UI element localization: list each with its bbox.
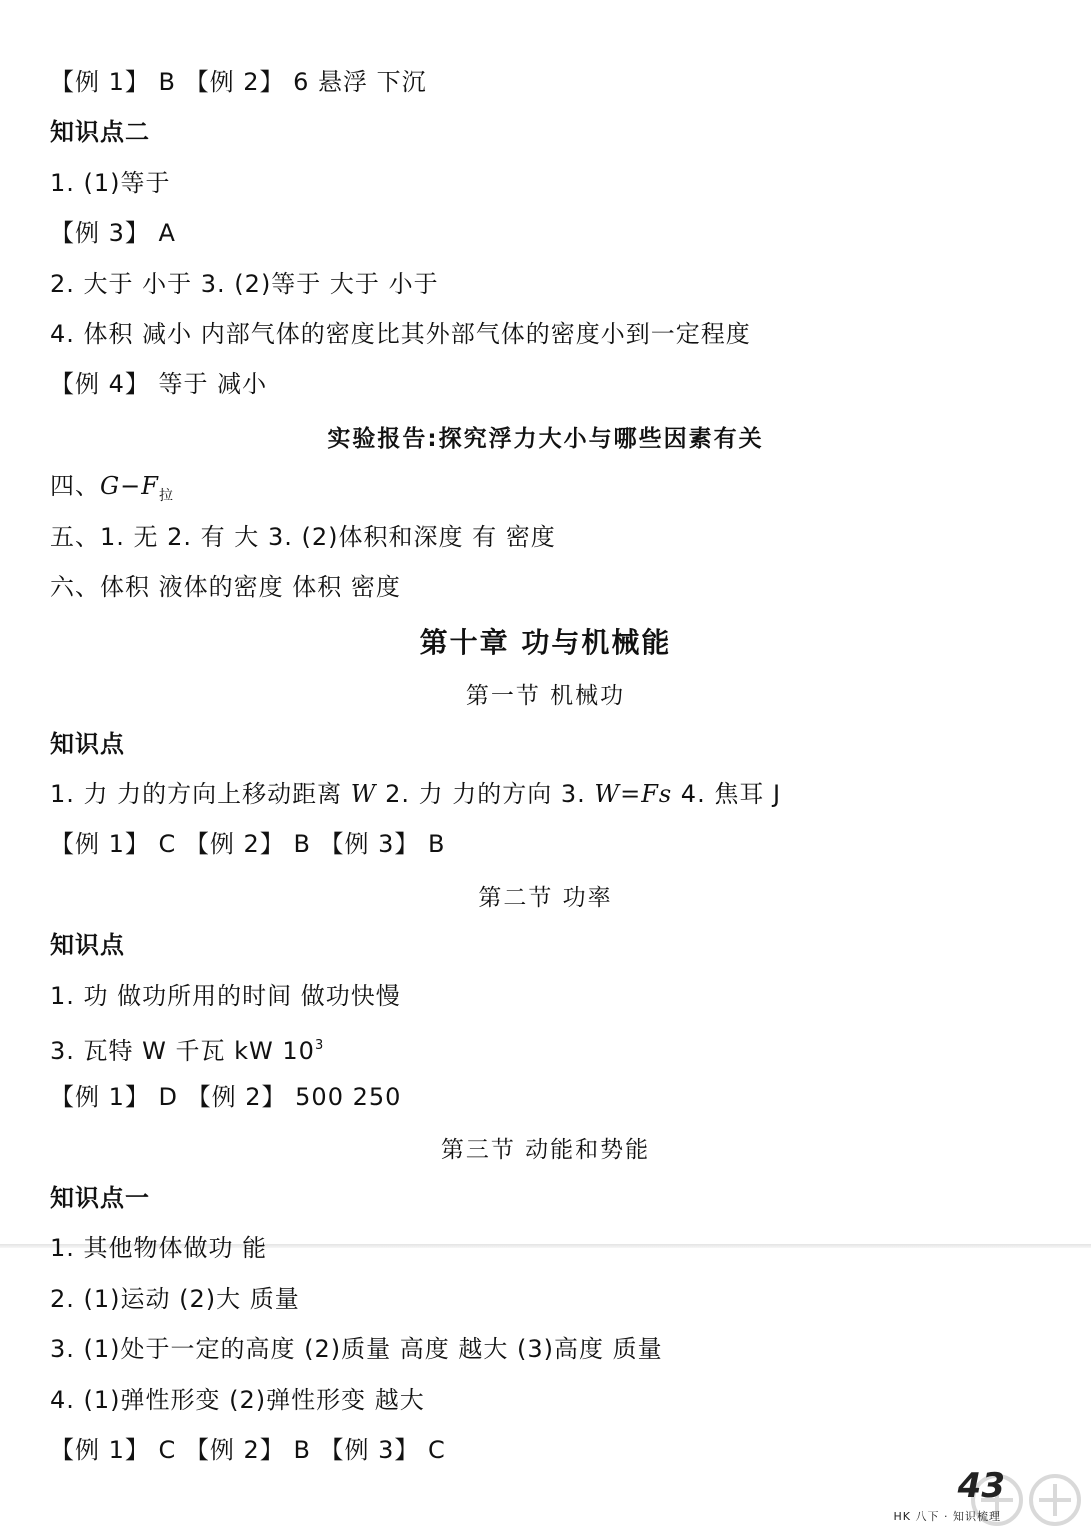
heading-knowledge-point: 知识点: [50, 931, 125, 959]
answer-line: 六、体积 液体的密度 体积 密度: [50, 573, 401, 601]
section-title-1: 第一节 机械功: [465, 683, 626, 709]
page-number: 43: [957, 1466, 1005, 1506]
section-title-2: 第二节 功率: [478, 885, 613, 911]
experiment-report-title: 实验报告:探究浮力大小与哪些因素有关: [327, 426, 764, 452]
heading-knowledge-point: 知识点: [50, 730, 125, 758]
answer-line: 4. (1)弹性形变 (2)弹性形变 越大: [50, 1386, 425, 1414]
answer-line: 1. 其他物体做功 能: [50, 1234, 268, 1262]
example-answer-4: 【例 4】 等于 减小: [50, 370, 268, 398]
minus-sign: −: [120, 472, 142, 500]
answer-line: 五、1. 无 2. 有 大 3. (2)体积和深度 有 密度: [50, 523, 556, 551]
answer-line: 2. (1)运动 (2)大 质量: [50, 1285, 300, 1313]
answer-line: 1. (1)等于: [50, 169, 171, 197]
answer-line: 4. 体积 减小 内部气体的密度比其外部气体的密度小到一定程度: [50, 320, 751, 348]
subscript-la: 拉: [158, 488, 174, 504]
answer-line-units: [50, 1030, 324, 1067]
section-prefix: 四、: [50, 472, 100, 500]
answer-line: 1. 功 做功所用的时间 做功快慢: [50, 982, 401, 1010]
answer-text: 2. 力 力的方向 3.: [376, 780, 595, 808]
answer-line-formula: [50, 470, 174, 512]
example-answers: 【例 1】 D 【例 2】 500 250: [50, 1083, 402, 1111]
section-title-3: 第三节 动能和势能: [440, 1137, 651, 1163]
heading-knowledge-point-1: 知识点一: [50, 1184, 150, 1212]
symbol-g: G: [100, 472, 121, 500]
footer-label: HK 八下 · 知识梳理: [893, 1510, 1001, 1523]
example-answers: 【例 1】 C 【例 2】 B 【例 3】 B: [50, 830, 446, 858]
example-answers: 【例 1】 C 【例 2】 B 【例 3】 C: [50, 1436, 446, 1464]
symbol-w: W: [350, 780, 377, 808]
answer-text: 4. 焦耳 J: [672, 780, 782, 808]
formula-work: W=Fs: [594, 780, 673, 808]
chapter-title: 第十章 功与机械能: [419, 626, 672, 659]
example-answer-3: 【例 3】 A: [50, 219, 176, 247]
answer-line-formula: [50, 778, 781, 810]
symbol-f: F: [141, 472, 159, 500]
heading-knowledge-point-2: 知识点二: [50, 118, 150, 146]
answer-line: 2. 大于 小于 3. (2)等于 大于 小于: [50, 270, 439, 298]
answer-line: 3. (1)处于一定的高度 (2)质量 高度 越大 (3)高度 质量: [50, 1335, 663, 1363]
answer-text: 3. 瓦特 W 千瓦 kW 10: [50, 1037, 315, 1065]
example-answers-1-2: 【例 1】 B 【例 2】 6 悬浮 下沉: [50, 68, 427, 96]
superscript-exponent: 3: [314, 1038, 325, 1053]
answer-text: 1. 力 力的方向上移动距离: [50, 780, 351, 808]
